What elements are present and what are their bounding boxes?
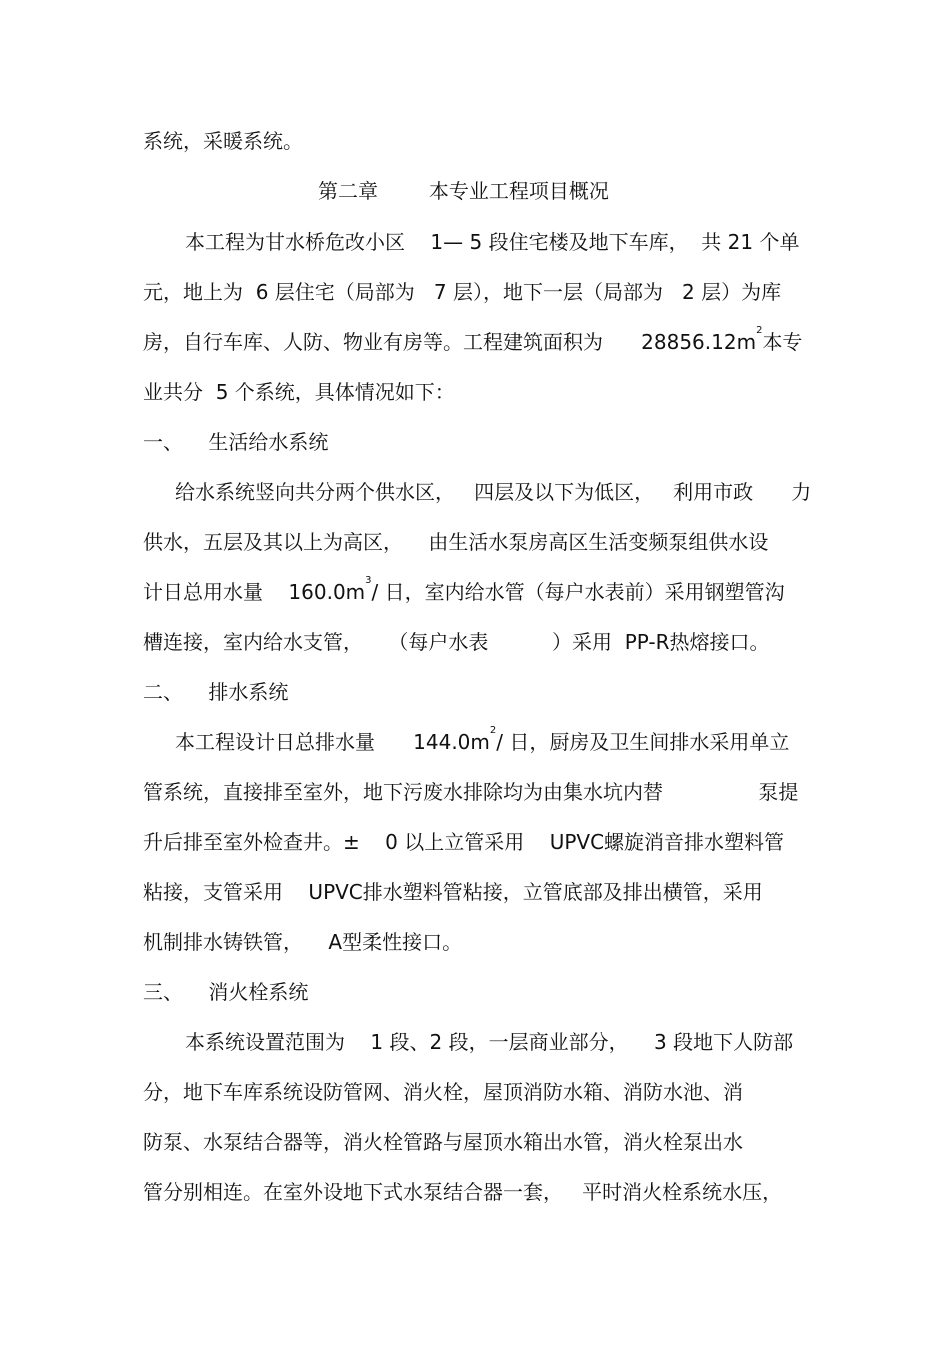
paragraph-line: 供水，五层及其以上为高区， 由生活水泵房高区生活变频泵组供水设: [143, 530, 769, 554]
volume-text: 计日总用水量 160.0m: [143, 580, 366, 604]
superscript: 3: [365, 575, 372, 586]
superscript: 2: [489, 725, 497, 736]
paragraph-line: 业共分 5 个系统，具体情况如下：: [143, 380, 455, 404]
volume-text: 本工程设计日总排水量 144.0m: [175, 730, 490, 754]
paragraph-line: 分，地下车库系统设防管网、消火栓，屋顶消防水箱、消防水池、消: [143, 1080, 743, 1104]
area-text: 房，自行车库、人防、物业有房等。工程建筑面积为 28856.12m: [143, 330, 757, 354]
paragraph-text: 本专: [762, 330, 803, 354]
section-heading: 二、 排水系统: [143, 680, 289, 704]
paragraph-line: 管系统，直接排至室外，地下污废水排除均为由集水坑内替 泵提: [143, 780, 799, 804]
paragraph-line: 系统，采暖系统。: [143, 129, 303, 153]
paragraph-line: 粘接，支管采用 UPVC排水塑料管粘接，立管底部及排出横管，采用: [143, 880, 763, 904]
paragraph-line: 槽连接，室内给水支管， （每户水表 ）采用 PP-R热熔接口。: [143, 630, 770, 654]
paragraph-line: 给水系统竖向共分两个供水区， 四层及以下为低区， 利用市政 力: [175, 480, 812, 504]
chapter-heading: 第二章 本专业工程项目概况: [318, 179, 609, 203]
paragraph-line: 本系统设置范围为 1 段、2 段，一层商业部分， 3 段地下人防部: [185, 1030, 794, 1054]
section-heading: 三、 消火栓系统: [143, 980, 309, 1004]
paragraph-line: 防泵、水泵结合器等，消火栓管路与屋顶水箱出水管，消火栓泵出水: [143, 1130, 743, 1154]
paragraph-line: 本工程为甘水桥危改小区 1— 5 段住宅楼及地下车库， 共 21 个单: [185, 230, 800, 254]
section-heading: 一、 生活给水系统: [143, 430, 329, 454]
paragraph-line: 升后排至室外检查井。± 0 以上立管采用 UPVC螺旋消音排水塑料管: [143, 830, 785, 854]
paragraph-text: / 日，厨房及卫生间排水采用单立: [496, 730, 790, 754]
paragraph-line: 元，地上为 6 层住宅（局部为 7 层），地下一层（局部为 2 层）为库: [143, 280, 782, 304]
paragraph-line: [143, 575, 823, 606]
paragraph-line: [143, 325, 823, 356]
superscript: 2: [756, 325, 763, 336]
paragraph-text: / 日，室内给水管（每户水表前）采用钢塑管沟: [371, 580, 785, 604]
paragraph-line: 管分别相连。在室外设地下式水泵结合器一套， 平时消火栓系统水压，: [143, 1180, 783, 1204]
paragraph-line: [175, 725, 855, 756]
paragraph-line: 机制排水铸铁管， A型柔性接口。: [143, 930, 463, 954]
